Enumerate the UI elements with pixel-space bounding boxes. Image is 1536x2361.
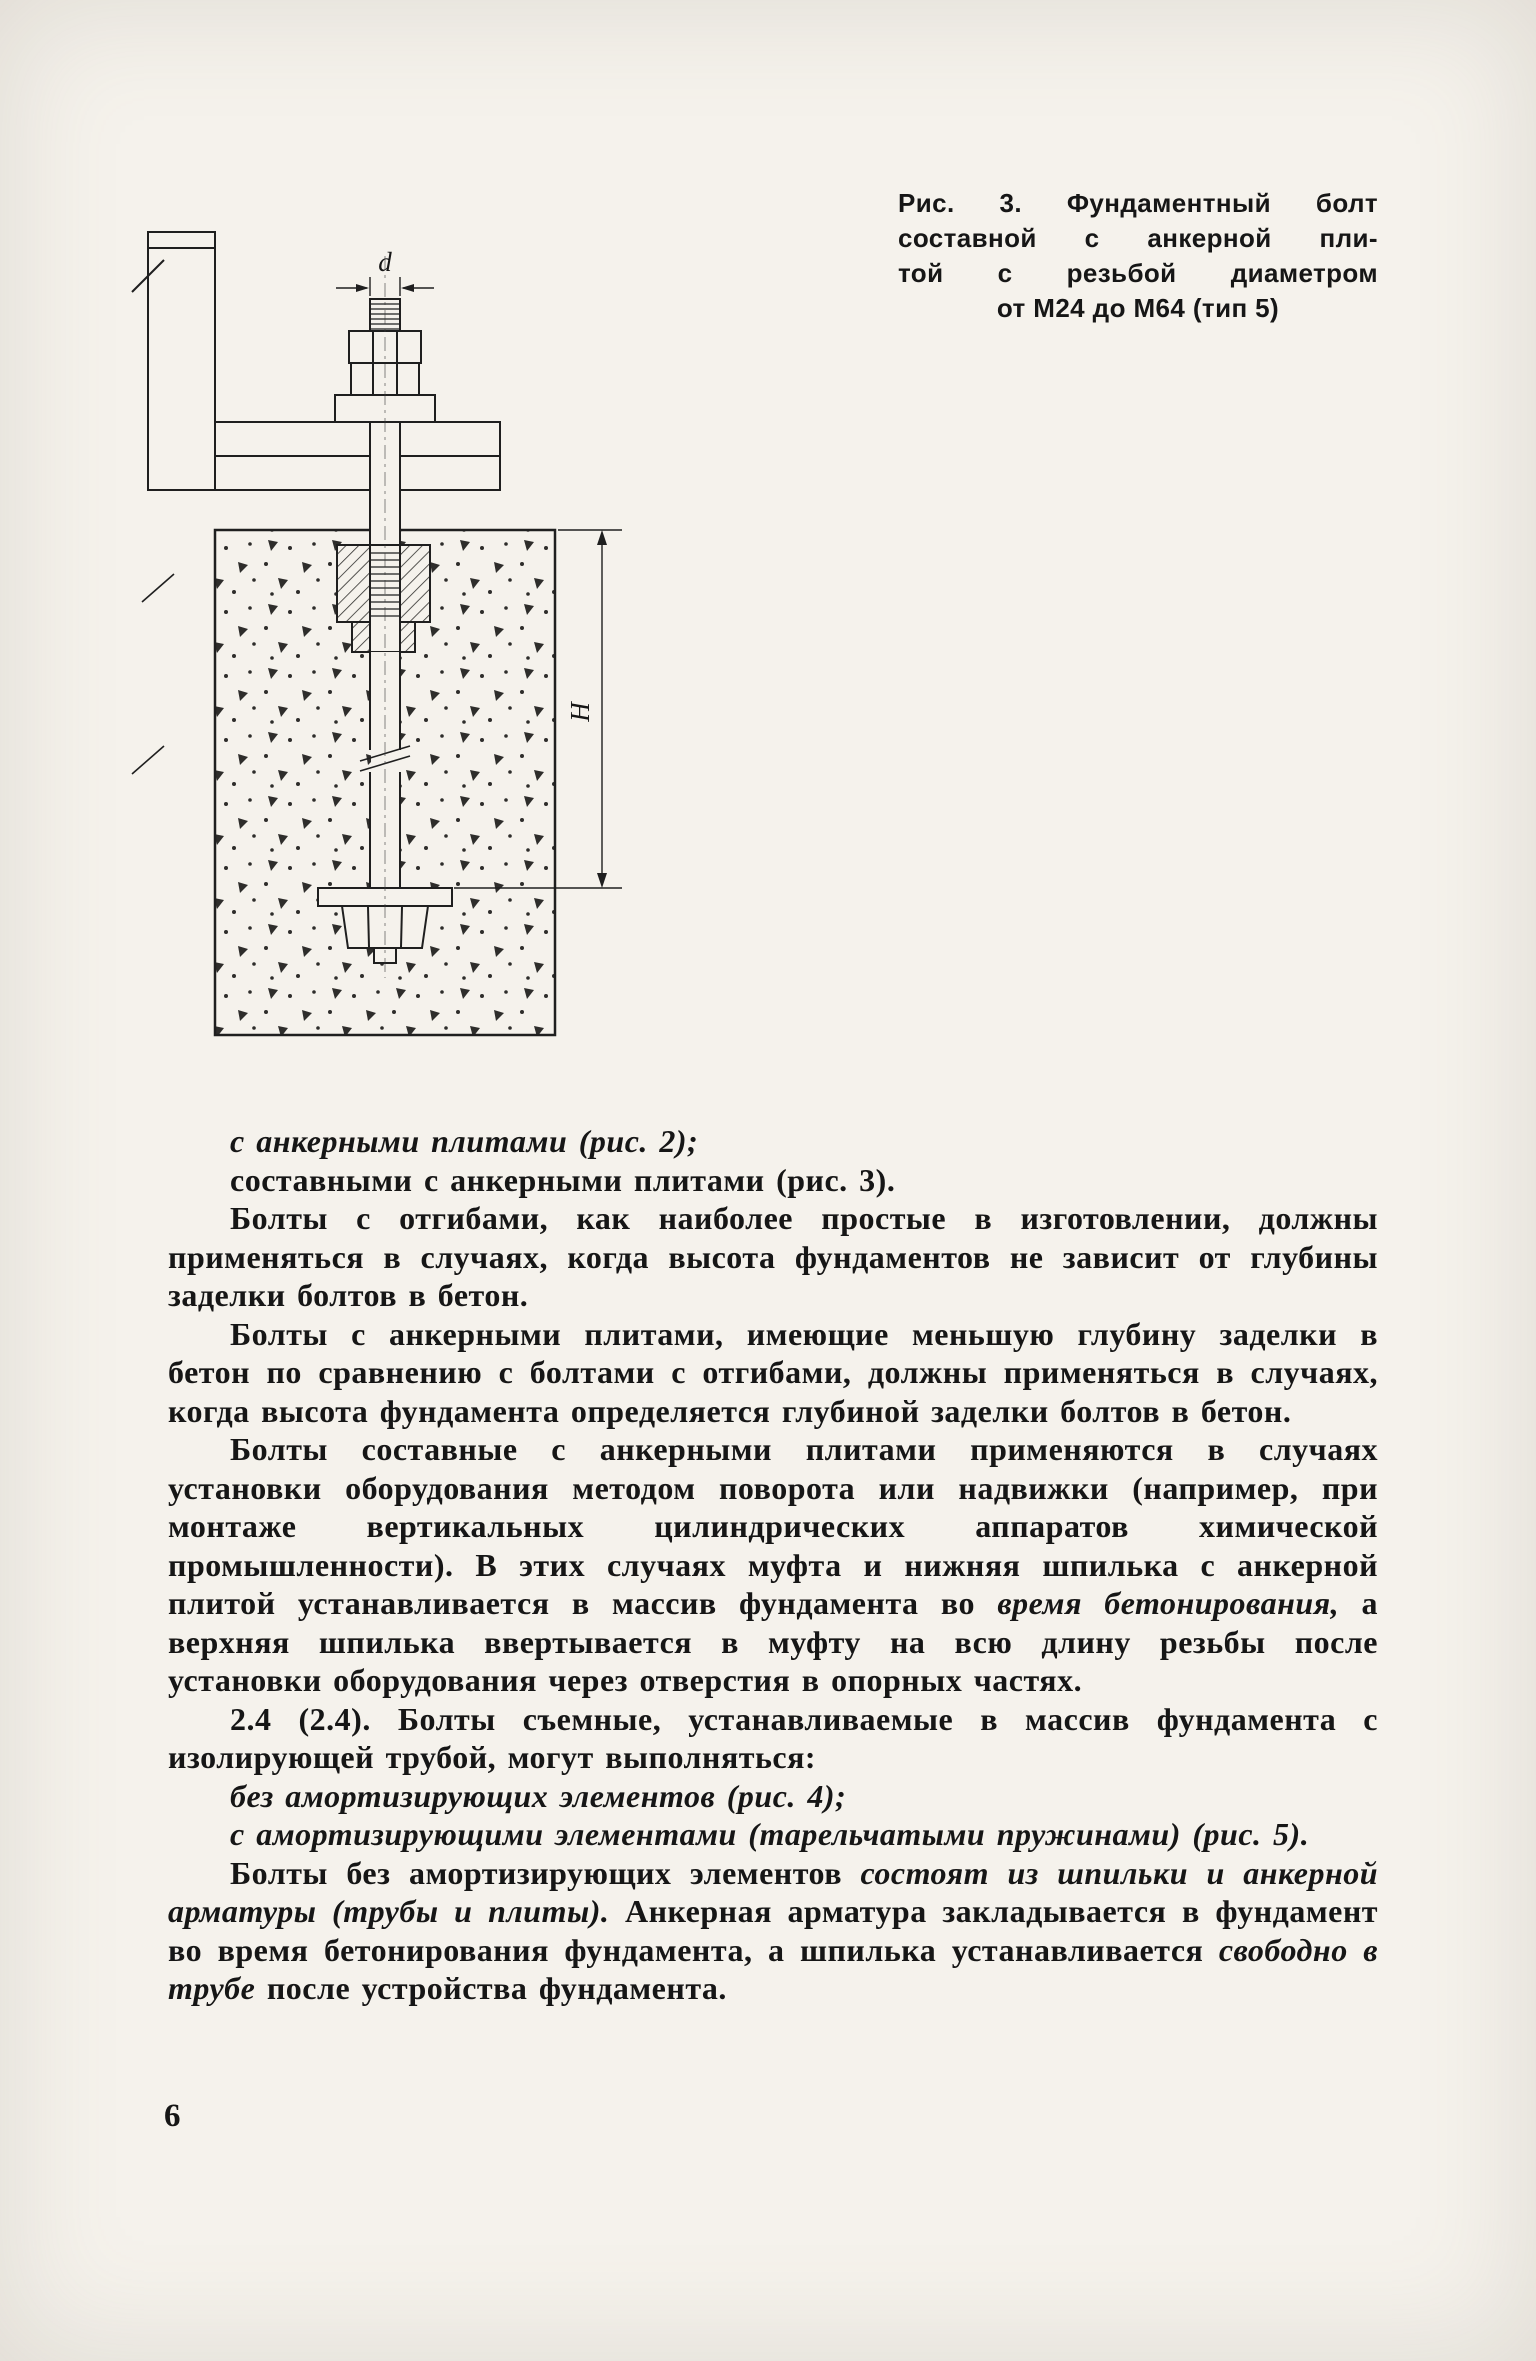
edge-break-ticks	[132, 574, 174, 774]
paragraph: Болты без амортизирующих элементов состоят из шпильки и анкерной арматуры (трубы и плиты). Анкерная арматура закладывается в фундамент во время бетонирования фундамента, а шпилька устанавливается свободно в трубе после устройства фундамента.	[168, 1854, 1379, 2006]
base-plate	[215, 422, 500, 490]
figure-3-drawing	[130, 150, 690, 1070]
figure-3-caption	[898, 186, 1378, 326]
page-number: 6	[164, 2098, 181, 2134]
paragraph: без амортизирующих элементов (рис. 4);	[230, 1777, 847, 1814]
body-text	[168, 1122, 1378, 2008]
paragraph: 2.4 (2.4). Болты съемные, устанавливаемые в массив фундамента с изолирующей трубой, могут выполняться:	[168, 1700, 1378, 1775]
paragraph: с амортизирующими элементами (тарельчатыми пружинами) (рис. 5).	[230, 1816, 1310, 1852]
caption-line: Рис. 3. Фундаментный болт	[898, 188, 1378, 218]
support-bracket	[132, 232, 215, 490]
paragraph: Болты составные с анкерными плитами применяются в случаях установки оборудования методом поворота или надвижки (например, при монтаже вертикальных цилиндрических аппаратов химической промышленности). В этих случаях муфта и нижняя шпилька с анкерной плитой устанавливается в массив фундамента во время бетонирования, а верхняя шпилька ввертывается в муфту на всю длину резьбы после установки оборудования через отверстия в опорных частях.	[168, 1431, 1379, 1698]
diameter-label: d	[378, 247, 392, 277]
paragraph: составными с анкерными плитами (рис. 3).	[230, 1161, 896, 1198]
paragraph: с анкерными плитами (рис. 2);	[230, 1123, 699, 1159]
paragraph: Болты с отгибами, как наиболее простые в изготовлении, должны применяться в случаях, когда высота фундаментов не зависит от глубины заделки болтов в бетон.	[168, 1200, 1378, 1313]
caption-line: составной с анкерной пли-	[898, 223, 1378, 253]
caption-line: той с резьбой диаметром	[898, 258, 1378, 288]
foundation-bolt-drawing	[130, 150, 690, 1070]
height-label: Н	[565, 702, 595, 722]
paragraph: Болты с анкерными плитами, имеющие меньшую глубину заделки в бетон по сравнению с болтами с отгибами, должны применяться в случаях, когда высота фундамента определяется глубиной заделки болтов в бетон.	[168, 1315, 1378, 1429]
caption-line: от М24 до М64 (тип 5)	[996, 293, 1280, 323]
